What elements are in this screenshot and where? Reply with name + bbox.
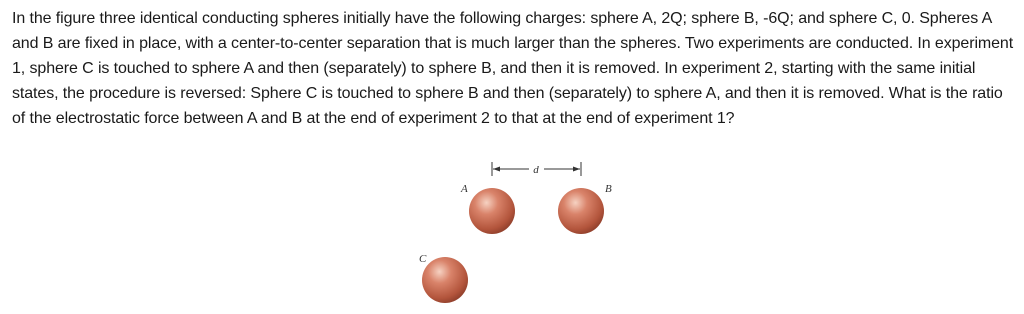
sphere-c-label: C [419, 253, 427, 265]
sphere-c-body [422, 257, 468, 303]
sphere-c [419, 253, 468, 303]
problem-text: In the figure three identical conducting spheres initially have the following charges: sphere A, 2Q; sphere B, -6Q; and sphere C, 0. Spheres A and B are fixed in place, with a center-to-center separation that is much larger than the spheres. Two experiments are conducted. In experiment 1, sphere C is touched to sphere A and then (separately) to sphere B, and then it is removed. In experiment 2, starting with the same initial states, the procedure is reversed: Sphere C is touched to sphere B and then (separately) to sphere A, and then it is removed. What is the ratio of the electrostatic force between A and B at the end of experiment 2 to that at the end of experiment 1? [12, 10, 1014, 127]
sphere-b-body [558, 188, 604, 234]
sphere-b-label: B [605, 183, 612, 195]
spheres-figure [405, 152, 635, 310]
sphere-a-label: A [461, 183, 468, 195]
sphere-a [460, 183, 515, 234]
sphere-b [558, 183, 612, 234]
arrowhead-left [493, 167, 500, 172]
spheres-diagram [405, 152, 635, 310]
separation-marker [492, 162, 581, 176]
sphere-a-body [469, 188, 515, 234]
arrowhead-right [573, 167, 580, 172]
separation-label: d [533, 164, 539, 176]
